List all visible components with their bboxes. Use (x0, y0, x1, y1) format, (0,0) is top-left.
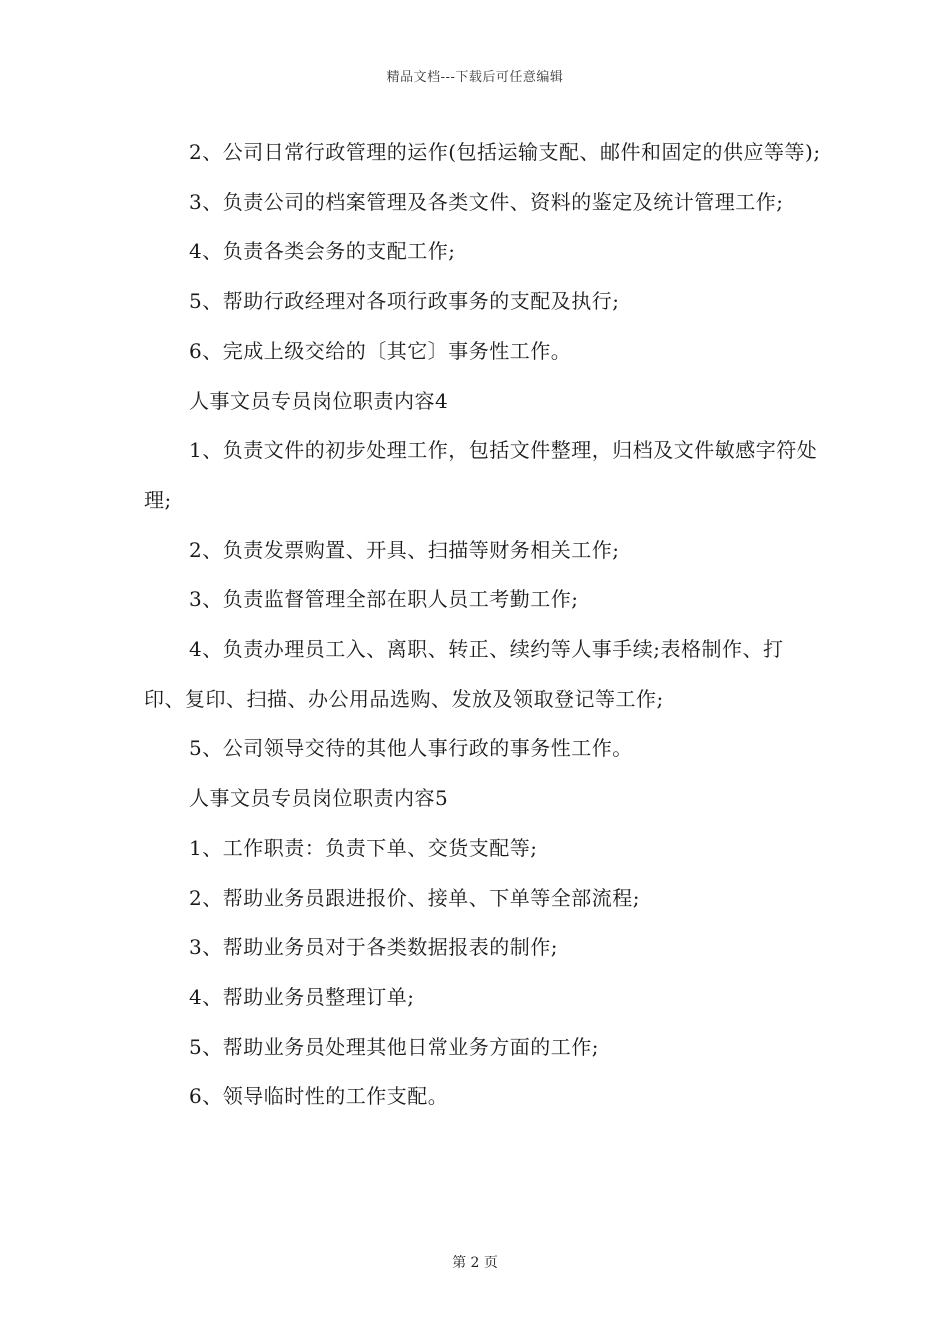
paragraph: 3、负责监督管理全部在职人员工考勤工作; (189, 587, 579, 612)
paragraph: 1、工作职责：负责下单、交货支配等; (189, 835, 538, 860)
paragraph: 4、负责各类会务的支配工作; (189, 239, 456, 264)
paragraph: 1、负责文件的初步处理工作，包括文件整理，归档及文件敏感字符处理; (144, 438, 818, 512)
paragraph: 5、帮助业务员处理其他日常业务方面的工作; (189, 1034, 599, 1059)
paragraph: 3、帮助业务员对于各类数据报表的制作; (189, 935, 558, 960)
document-body (144, 128, 824, 1122)
section-heading: 人事文员专员岗位职责内容5 (189, 786, 449, 811)
page-number: 第 2 页 (452, 1255, 498, 1271)
paragraph: 3、负责公司的档案管理及各类文件、资料的鉴定及统计管理工作; (189, 189, 784, 214)
section-heading: 人事文员专员岗位职责内容4 (189, 388, 449, 413)
paragraph: 6、领导临时性的工作支配。 (189, 1084, 449, 1109)
paragraph: 5、帮助行政经理对各项行政事务的支配及执行; (189, 289, 620, 314)
paragraph: 5、公司领导交待的其他人事行政的事务性工作。 (189, 736, 633, 761)
page-header: 精品文档---下载后可任意编辑 (386, 70, 564, 85)
paragraph: 2、帮助业务员跟进报价、接单、下单等全部流程; (189, 885, 640, 910)
paragraph: 2、负责发票购置、开具、扫描等财务相关工作; (189, 537, 620, 562)
paragraph: 2、公司日常行政管理的运作(包括运输支配、邮件和固定的供应等等); (189, 140, 821, 164)
paragraph: 4、负责办理员工入、离职、转正、续约等人事手续;表格制作、打印、复印、扫描、办公用品选购、发放及领取登记等工作; (144, 637, 784, 711)
paragraph: 4、帮助业务员整理订单; (189, 984, 415, 1009)
paragraph: 6、完成上级交给的〔其它〕事务性工作。 (189, 338, 572, 363)
